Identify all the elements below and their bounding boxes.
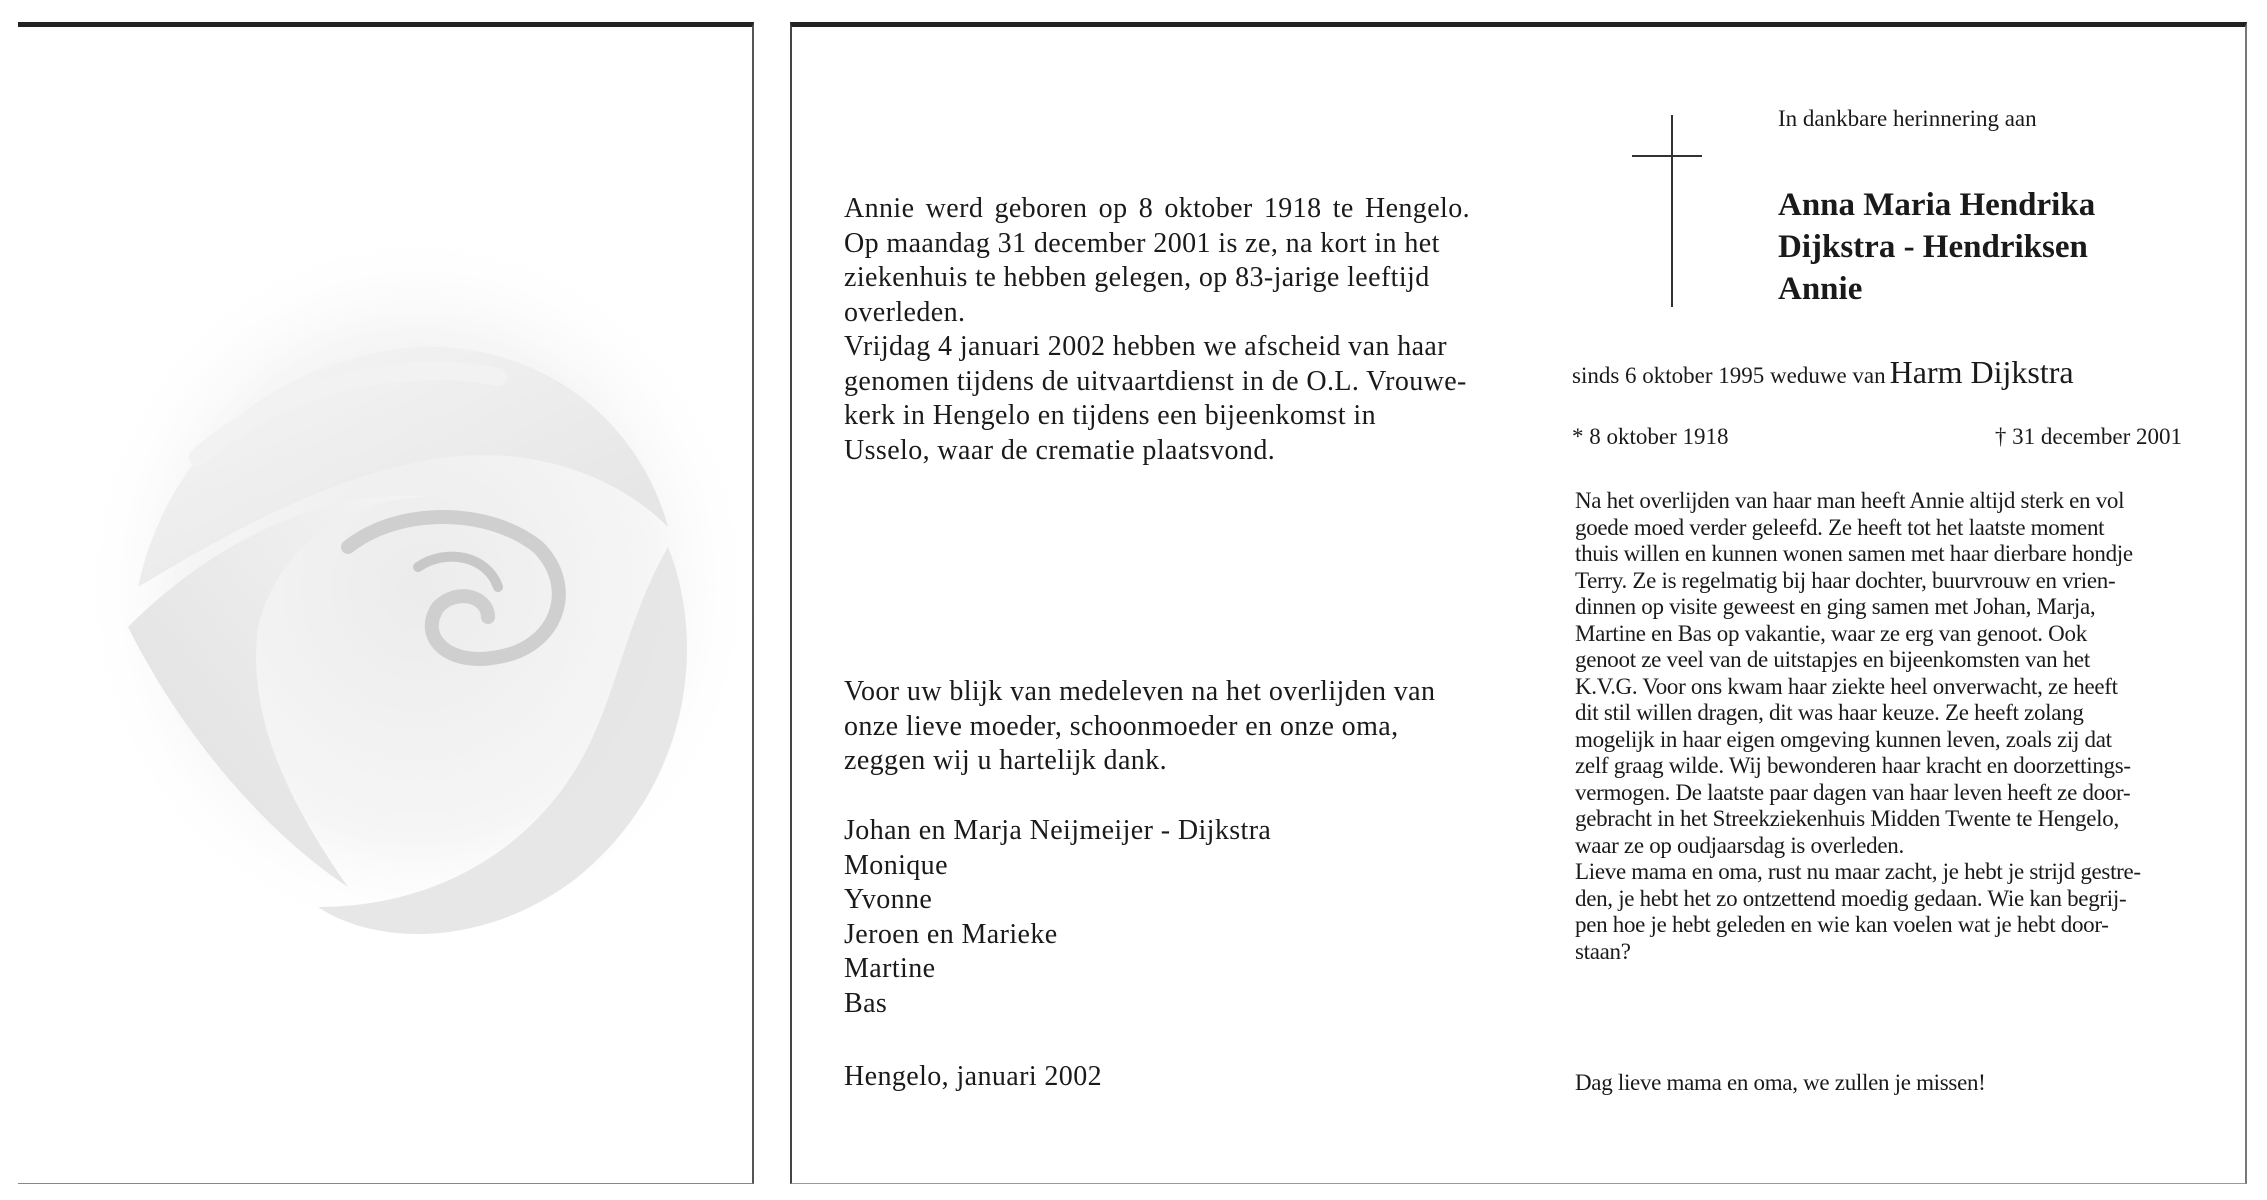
deceased-name (1778, 184, 2095, 310)
rose-photo-icon (18, 27, 754, 1189)
memorial-line: mogelijk in haar eigen omgeving kunnen leven, zoals zij dat (1575, 726, 2112, 752)
place-date: Hengelo, januari 2002 (844, 1061, 1102, 1092)
name-line: Dijkstra - Hendriksen (1778, 229, 2088, 265)
memorial-line: K.V.G. Voor ons kwam haar ziekte heel onverwacht, ze heeft (1575, 673, 2118, 699)
widow-name: Harm Dijkstra (1889, 354, 2074, 390)
widow-line (1572, 354, 2074, 391)
family-member: Bas (844, 987, 888, 1019)
biography-line: overleden. (844, 296, 966, 328)
memorial-text (1575, 488, 2183, 965)
family-member: Jeroen en Marieke (844, 918, 1058, 950)
thanks-line: zeggen wij u hartelijk dank. (844, 745, 1167, 776)
cross-icon-bar (1632, 155, 1702, 157)
family-member: Yvonne (844, 884, 933, 915)
memorial-line: goede moed verder geleefd. Ze heeft tot het laatste moment (1575, 514, 2105, 540)
widow-prefix: sinds 6 oktober 1995 weduwe van (1572, 363, 1886, 388)
memorial-line: Terry. Ze is regelmatig bij haar dochter, buurvrouw en vrien- (1575, 567, 2116, 593)
cover-card (18, 22, 754, 1184)
memorial-line: zelf graag wilde. Wij bewonderen haar kracht en doorzettings- (1575, 753, 2131, 778)
memorial-line: den, je hebt het zo ontzettend moedig gedaan. Wie kan begrij- (1575, 885, 2127, 911)
biography-line: ziekenhuis te hebben gelegen, op 83-jarige leeftijd (844, 262, 1430, 293)
memorial-line: waar ze op oudjaarsdag is overleden. (1575, 832, 1904, 858)
family-member: Monique (844, 849, 948, 881)
biography-line: kerk in Hengelo en tijdens een bijeenkomst in (844, 400, 1376, 431)
birth-date: * 8 oktober 1918 (1572, 424, 1729, 449)
memorial-line: staan? (1575, 938, 1631, 964)
family-member: Martine (844, 953, 936, 984)
closing-line: Dag lieve mama en oma, we zullen je missen! (1575, 1070, 1986, 1095)
family-list (844, 814, 1474, 1021)
biography-line: Vrijdag 4 januari 2002 hebben we afscheid van haar (844, 331, 1447, 362)
biography-line: Annie werd geboren op 8 oktober 1918 te Hengelo. (844, 193, 1470, 224)
memorial-line: pen hoe je hebt geleden en wie kan voelen wat je hebt door- (1575, 912, 2109, 937)
thanks-line: onze lieve moeder, schoonmoeder en onze oma, (844, 710, 1399, 742)
biography-text (844, 192, 1470, 468)
name-line: Anna Maria Hendrika (1778, 187, 2096, 223)
death-date: † 31 december 2001 (1994, 424, 2182, 449)
memorial-line: Na het overlijden van haar man heeft Annie altijd sterk en vol (1575, 488, 2125, 513)
thanks-line: Voor uw blijk van medeleven na het overlijden van (844, 676, 1436, 707)
biography-line: genomen tijdens de uitvaartdienst in de O.L. Vrouwe- (844, 365, 1467, 397)
memorial-line: Martine en Bas op vakantie, waar ze erg van genoot. Ook (1575, 620, 2087, 646)
memorial-line: Lieve mama en oma, rust nu maar zacht, je hebt je strijd gestre- (1575, 859, 2141, 884)
memorial-line: thuis willen en kunnen wonen samen met haar dierbare hondje (1575, 541, 2133, 566)
memorial-line: vermogen. De laatste paar dagen van haar leven heeft ze door- (1575, 779, 2131, 805)
biography-line: Usselo, waar de crematie plaatsvond. (844, 434, 1276, 466)
family-member: Johan en Marja Neijmeijer - Dijkstra (844, 815, 1272, 846)
memorial-heading: In dankbare herinnering aan (1778, 106, 2037, 131)
cross-icon (1671, 115, 1673, 307)
thanks-text (844, 675, 1474, 779)
memorial-line: gebracht in het Streekziekenhuis Midden Twente te Hengelo, (1575, 806, 2119, 831)
name-line: Annie (1778, 271, 1863, 307)
memorial-line: dit stil willen dragen, dit was haar keuze. Ze heeft zolang (1575, 700, 2084, 725)
biography-line: Op maandag 31 december 2001 is ze, na kort in het (844, 227, 1440, 259)
memorial-line: dinnen op visite geweest en ging samen met Johan, Marja, (1575, 594, 2096, 619)
memorial-line: genoot ze veel van de uitstapjes en bijeenkomsten van het (1575, 647, 2090, 672)
